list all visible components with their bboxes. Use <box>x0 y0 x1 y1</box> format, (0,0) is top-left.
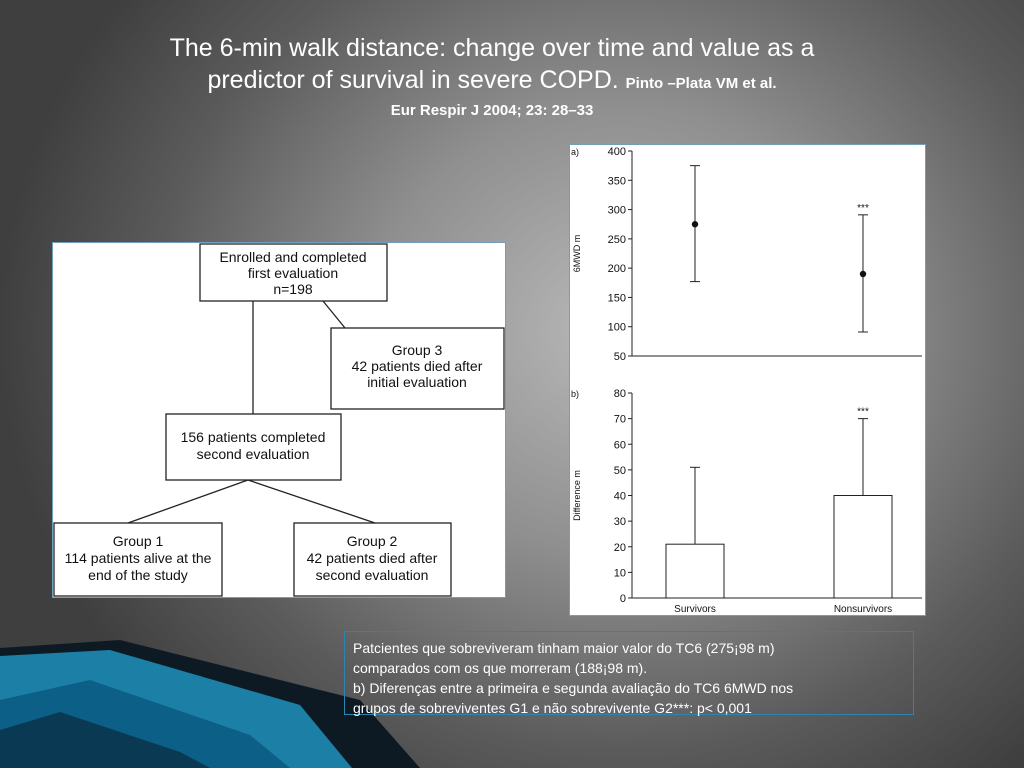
slide-title <box>80 32 904 122</box>
group2-line-1: Group 2 <box>346 533 398 549</box>
title-line-1: The 6-min walk distance: change over time and value as a <box>169 34 815 62</box>
group1-line-2: 114 patients alive at the <box>64 550 212 566</box>
y-axis-label-2: Difference m <box>572 470 582 521</box>
y-tick-label: 100 <box>607 321 626 334</box>
data-point-nonsurvivors <box>860 271 866 277</box>
panel-label-2: b) <box>571 389 580 399</box>
second-line-2: second evaluation <box>196 446 310 462</box>
flowchart-panel <box>52 242 506 598</box>
group2-line-3: second evaluation <box>315 567 429 583</box>
group3-line-3: initial evaluation <box>367 374 467 390</box>
group2-line-2: 42 patients died after <box>306 550 438 566</box>
note-line-1: Patcientes que sobreviveram tinham maior valor do TC6 (275¡98 m) <box>353 640 775 656</box>
title-line-2: predictor of survival in severe COPD. <box>207 66 619 94</box>
significance-label: *** <box>857 406 869 418</box>
group3-line-1: Group 3 <box>391 342 443 358</box>
x-category-label: Survivors <box>674 604 716 615</box>
y-tick-label: 20 <box>613 541 626 554</box>
flowchart-diagram <box>53 243 505 597</box>
bar-survivors <box>666 544 724 598</box>
notes-box <box>344 631 914 715</box>
y-tick-label: 40 <box>613 490 626 503</box>
group1-line-3: end of the study <box>88 567 188 583</box>
y-tick-label: 300 <box>607 204 626 217</box>
note-line-2: comparados com os que morreram (188¡98 m). <box>353 660 648 676</box>
bar-nonsurvivors <box>834 496 892 599</box>
y-tick-label: 30 <box>613 516 626 529</box>
group3-line-2: 42 patients died after <box>351 358 483 374</box>
y-tick-label: 250 <box>607 233 626 246</box>
group1-line-1: Group 1 <box>112 533 164 549</box>
y-tick-label: 150 <box>607 292 626 305</box>
enrolled-line-2: first evaluation <box>247 265 339 281</box>
y-tick-label: 70 <box>613 413 626 426</box>
data-point-survivors <box>692 221 698 227</box>
y-tick-label: 10 <box>613 567 626 580</box>
y-tick-label: 400 <box>607 146 626 158</box>
panel-label-1: a) <box>571 147 580 157</box>
connector-second-group1 <box>128 480 248 523</box>
significance-label: *** <box>857 202 869 214</box>
title-citation: Pinto –Plata VM et al. <box>625 75 777 92</box>
y-axis-label-1: 6MWD m <box>572 234 582 273</box>
y-tick-label: 200 <box>607 263 626 276</box>
y-tick-label: 0 <box>619 593 626 605</box>
y-tick-label: 60 <box>613 439 626 452</box>
note-line-4: grupos de sobreviventes G1 e não sobrevivente G2***: p< 0,001 <box>353 700 752 716</box>
charts-svg <box>570 145 925 615</box>
y-tick-label: 50 <box>613 464 626 477</box>
enrolled-line-1: Enrolled and completed <box>219 249 367 265</box>
y-tick-label: 80 <box>613 388 626 400</box>
enrolled-line-3: n=198 <box>273 281 313 297</box>
y-tick-label: 50 <box>613 351 626 363</box>
y-tick-label: 350 <box>607 175 626 188</box>
x-category-label: Nonsurvivors <box>833 604 893 615</box>
connector-second-group2 <box>248 480 375 523</box>
note-line-3: b) Diferenças entre a primeira e segunda avaliação do TC6 6MWD nos <box>353 680 794 696</box>
connector-enrolled-group3 <box>323 301 345 328</box>
second-line-1: 156 patients completed <box>180 429 326 445</box>
chart-panel <box>569 144 926 616</box>
title-journal: Eur Respir J 2004; 23: 28–33 <box>390 102 594 119</box>
